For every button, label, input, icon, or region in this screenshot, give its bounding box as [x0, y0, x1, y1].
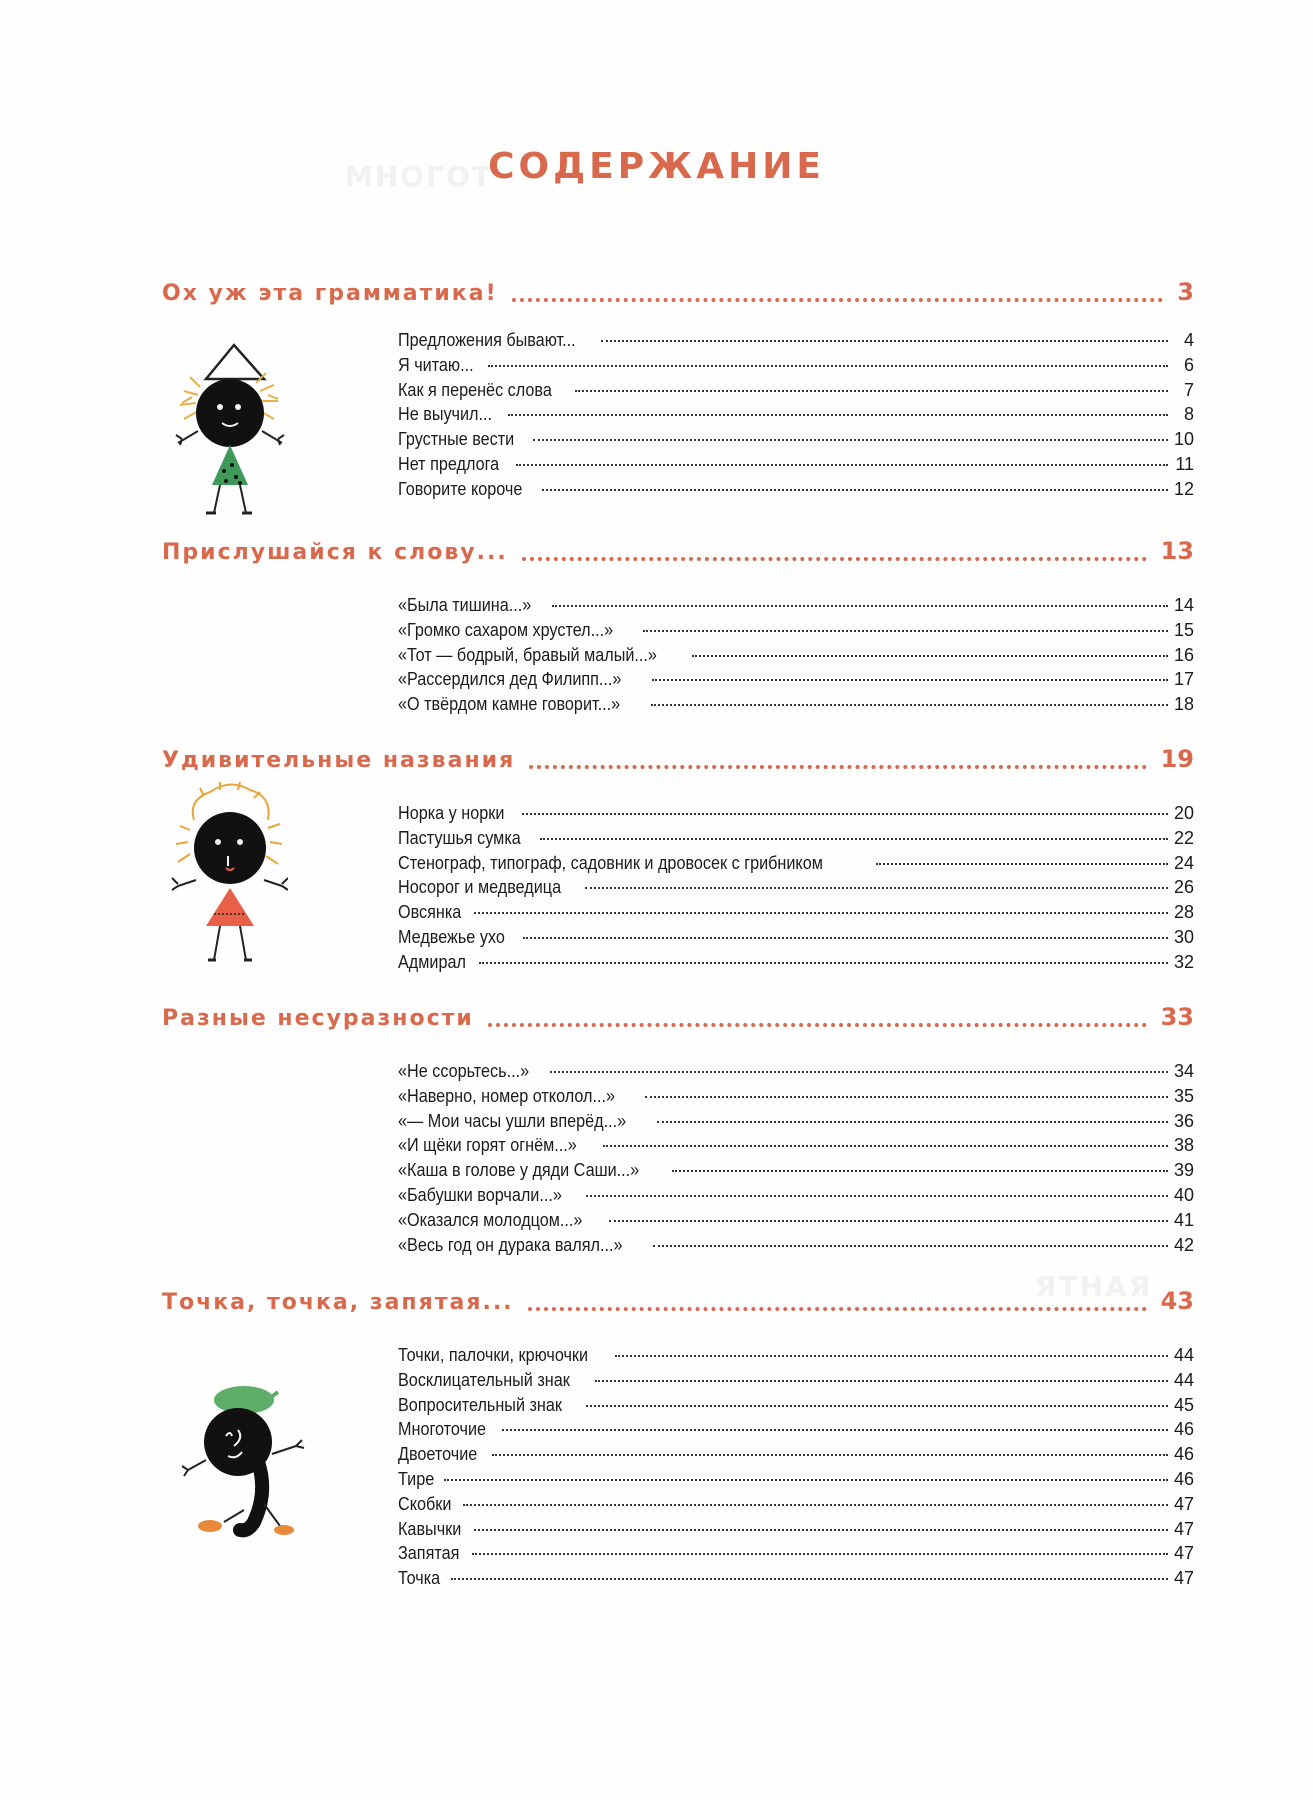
toc-entry[interactable] [398, 1419, 1194, 1444]
section-heading[interactable] [162, 1003, 1194, 1039]
dot-leader [522, 557, 1147, 561]
dot-leader [550, 1071, 1168, 1073]
dot-leader [585, 887, 1168, 889]
dot-leader [651, 704, 1168, 706]
entry-title: Восклицательный знак [398, 1369, 570, 1390]
entry-page-number: 24 [1173, 852, 1194, 873]
entry-title: «Оказался молодцом...» [398, 1209, 583, 1230]
entry-page-number: 20 [1173, 803, 1194, 823]
entry-title: Медвежье ухо [398, 926, 505, 947]
toc-entry[interactable] [398, 1370, 1194, 1395]
entry-title: «Не ссорьтесь...» [398, 1061, 530, 1081]
section-title: Разные несуразности [162, 1006, 474, 1031]
dot-leader [508, 414, 1168, 416]
entry-page-number: 14 [1173, 595, 1194, 615]
dot-leader [603, 1145, 1168, 1147]
toc-entry[interactable] [398, 1111, 1194, 1136]
entry-title: Стенограф, типограф, садовник и дровосек с грибником [398, 852, 823, 873]
section-page-number: 3 [1177, 278, 1194, 306]
dot-leader [540, 838, 1168, 840]
entry-page-number: 44 [1173, 1369, 1194, 1390]
entry-page-number: 22 [1173, 827, 1194, 848]
entry-title: Тире [398, 1468, 435, 1489]
entry-page-number: 15 [1173, 619, 1194, 640]
dot-leader [463, 1504, 1168, 1506]
dot-leader [653, 1245, 1168, 1247]
toc-entry[interactable] [398, 1135, 1194, 1160]
dot-leader [876, 863, 1168, 865]
dot-leader [474, 1529, 1168, 1531]
toc-entry[interactable] [398, 927, 1194, 952]
toc-entry[interactable] [398, 694, 1194, 719]
entry-title: Точки, палочки, крючочки [398, 1345, 589, 1365]
toc-entry[interactable] [398, 454, 1194, 479]
dot-leader [472, 1553, 1168, 1555]
dot-leader [492, 1454, 1168, 1456]
entry-page-number: 47 [1173, 1568, 1194, 1589]
toc-section [162, 537, 1194, 719]
toc-section [162, 1003, 1194, 1259]
entry-page-number: 7 [1183, 379, 1194, 400]
toc-items [398, 330, 1194, 504]
dot-leader [523, 937, 1168, 939]
entry-title: Говорите короче [398, 478, 523, 499]
toc-section [162, 745, 1194, 977]
page-title: СОДЕРЖАНИЕ [488, 146, 825, 187]
section-heading[interactable] [162, 745, 1194, 781]
toc-entry[interactable] [398, 1519, 1194, 1544]
entry-title: «Наверно, номер отколол...» [398, 1085, 615, 1106]
dot-character-hat-illustration [168, 335, 288, 525]
dot-leader [474, 912, 1168, 914]
entry-title: «И щёки горят огнём...» [398, 1135, 577, 1156]
entry-page-number: 35 [1173, 1085, 1194, 1106]
entry-page-number: 47 [1173, 1518, 1194, 1539]
toc-entry[interactable] [398, 429, 1194, 454]
entry-title: Я читаю... [398, 354, 474, 375]
toc-section [162, 278, 1194, 504]
entry-page-number: 26 [1173, 877, 1194, 898]
dot-leader [512, 298, 1164, 302]
entry-page-number: 46 [1173, 1468, 1194, 1489]
dot-leader [652, 679, 1168, 681]
dot-leader [542, 489, 1168, 491]
entry-page-number: 42 [1173, 1234, 1194, 1255]
dot-leader [657, 1121, 1168, 1123]
dot-leader [586, 1405, 1168, 1407]
toc-entry[interactable] [398, 1568, 1194, 1593]
entry-title: Пастушья сумка [398, 827, 521, 848]
entry-page-number: 45 [1173, 1394, 1194, 1415]
toc-items [398, 803, 1194, 977]
entry-page-number: 36 [1173, 1110, 1194, 1131]
entry-page-number: 10 [1173, 429, 1194, 450]
section-title: Точка, точка, запятая... [162, 1290, 514, 1315]
dot-leader [601, 340, 1168, 342]
toc-entry[interactable] [398, 1185, 1194, 1210]
entry-title: «— Мои часы ушли вперёд...» [398, 1110, 627, 1131]
entry-title: «Бабушки ворчали...» [398, 1184, 562, 1205]
toc-entry[interactable] [398, 952, 1194, 977]
toc-entry[interactable] [398, 1160, 1194, 1185]
entry-title: Двоеточие [398, 1444, 478, 1465]
toc-entry[interactable] [398, 902, 1194, 927]
entry-page-number: 40 [1173, 1184, 1194, 1205]
toc-entry[interactable] [398, 1444, 1194, 1469]
dot-leader [615, 1355, 1168, 1357]
toc-entry[interactable] [398, 828, 1194, 853]
entry-page-number: 46 [1173, 1444, 1194, 1465]
toc-entry[interactable] [398, 853, 1194, 878]
toc-entry[interactable] [398, 1086, 1194, 1111]
entry-page-number: 32 [1173, 951, 1194, 972]
toc-entry[interactable] [398, 330, 1194, 355]
entry-title: «О твёрдом камне говорит...» [398, 694, 621, 715]
toc-items [398, 1061, 1194, 1259]
toc-entry[interactable] [398, 595, 1194, 620]
entry-page-number: 47 [1173, 1543, 1194, 1564]
entry-title: Не выучил... [398, 404, 493, 425]
entry-page-number: 4 [1183, 330, 1194, 350]
dot-leader [575, 390, 1168, 392]
toc-entry[interactable] [398, 803, 1194, 828]
entry-title: Предложения бывают... [398, 330, 576, 350]
toc-entry[interactable] [398, 1543, 1194, 1568]
entry-page-number: 6 [1183, 354, 1194, 375]
entry-title: Кавычки [398, 1518, 462, 1539]
toc-entry[interactable] [398, 1235, 1194, 1260]
section-heading[interactable] [162, 278, 1194, 314]
entry-page-number: 17 [1173, 669, 1194, 690]
toc-entry[interactable] [398, 479, 1194, 504]
dot-character-dress-illustration [168, 780, 288, 990]
entry-page-number: 44 [1173, 1345, 1194, 1365]
toc-entry[interactable] [398, 1494, 1194, 1519]
section-title: Прислушайся к слову... [162, 540, 508, 565]
entry-title: «Тот — бодрый, бравый малый...» [398, 644, 657, 665]
dot-leader [528, 1307, 1147, 1311]
section-page-number: 13 [1160, 537, 1194, 565]
entry-title: Вопросительный знак [398, 1394, 562, 1415]
dot-leader [522, 813, 1168, 815]
entry-title: «Рассердился дед Филипп...» [398, 669, 622, 690]
entry-page-number: 34 [1173, 1061, 1194, 1081]
dot-leader [479, 962, 1168, 964]
toc-items [398, 1345, 1194, 1593]
section-heading[interactable] [162, 537, 1194, 573]
dot-leader [516, 464, 1168, 466]
toc-entry[interactable] [398, 669, 1194, 694]
entry-title: «Громко сахаром хрустел...» [398, 619, 614, 640]
section-title: Ох уж эта грамматика! [162, 281, 498, 306]
dot-leader [672, 1170, 1168, 1172]
entry-page-number: 38 [1173, 1135, 1194, 1156]
toc-entry[interactable] [398, 1210, 1194, 1235]
toc-entry[interactable] [398, 1469, 1194, 1494]
entry-page-number: 16 [1173, 644, 1194, 665]
dot-leader [692, 655, 1168, 657]
entry-page-number: 8 [1183, 404, 1194, 425]
entry-title: Овсянка [398, 902, 462, 923]
bleed-through-text: МНОГОТ [345, 160, 493, 193]
dot-leader [552, 605, 1168, 607]
toc-entry[interactable] [398, 620, 1194, 645]
entry-title: Носорог и медведица [398, 877, 562, 898]
toc-items [398, 595, 1194, 719]
entry-title: «Весь год он дурака валял...» [398, 1234, 623, 1255]
entry-title: Грустные вести [398, 429, 515, 450]
entry-title: Запятая [398, 1543, 460, 1564]
dot-leader [502, 1429, 1168, 1431]
entry-title: Норка у норки [398, 803, 505, 823]
section-page-number: 33 [1160, 1003, 1194, 1031]
entry-title: Многоточие [398, 1419, 487, 1440]
dot-leader [643, 630, 1168, 632]
section-page-number: 19 [1160, 745, 1194, 773]
entry-page-number: 47 [1173, 1493, 1194, 1514]
entry-title: «Была тишина...» [398, 595, 532, 615]
dot-leader [529, 765, 1146, 769]
entry-title: Нет предлога [398, 453, 500, 474]
dot-leader [488, 1023, 1147, 1027]
toc-entry[interactable] [398, 380, 1194, 405]
toc-entry[interactable] [398, 355, 1194, 380]
entry-page-number: 11 [1175, 453, 1194, 474]
section-heading[interactable] [162, 1287, 1194, 1323]
bleed-through-text: ЯТНАЯ [1035, 1270, 1153, 1303]
toc-entry[interactable] [398, 1395, 1194, 1420]
dot-leader [488, 365, 1168, 367]
toc-entry[interactable] [398, 645, 1194, 670]
entry-page-number: 28 [1173, 902, 1194, 923]
entry-page-number: 39 [1173, 1160, 1194, 1181]
toc-entry[interactable] [398, 1061, 1194, 1086]
dot-leader [609, 1220, 1168, 1222]
section-page-number: 43 [1160, 1287, 1194, 1315]
dot-leader [586, 1195, 1168, 1197]
dot-leader [533, 439, 1168, 441]
dot-leader [595, 1380, 1168, 1382]
toc-entry[interactable] [398, 1345, 1194, 1370]
entry-title: «Каша в голове у дяди Саши...» [398, 1160, 640, 1181]
dot-leader [451, 1578, 1168, 1580]
entry-page-number: 41 [1173, 1209, 1194, 1230]
entry-title: Точка [398, 1568, 441, 1589]
toc-entry[interactable] [398, 877, 1194, 902]
entry-page-number: 18 [1173, 694, 1194, 715]
entry-page-number: 30 [1173, 926, 1194, 947]
comma-character-illustration [180, 1380, 320, 1550]
toc-entry[interactable] [398, 404, 1194, 429]
entry-title: Как я перенёс слова [398, 379, 552, 400]
entry-page-number: 12 [1173, 478, 1194, 499]
dot-leader [645, 1096, 1168, 1098]
entry-title: Скобки [398, 1493, 452, 1514]
section-title: Удивительные названия [162, 748, 516, 773]
entry-title: Адмирал [398, 951, 466, 972]
dot-leader [444, 1479, 1168, 1481]
entry-page-number: 46 [1173, 1419, 1194, 1440]
